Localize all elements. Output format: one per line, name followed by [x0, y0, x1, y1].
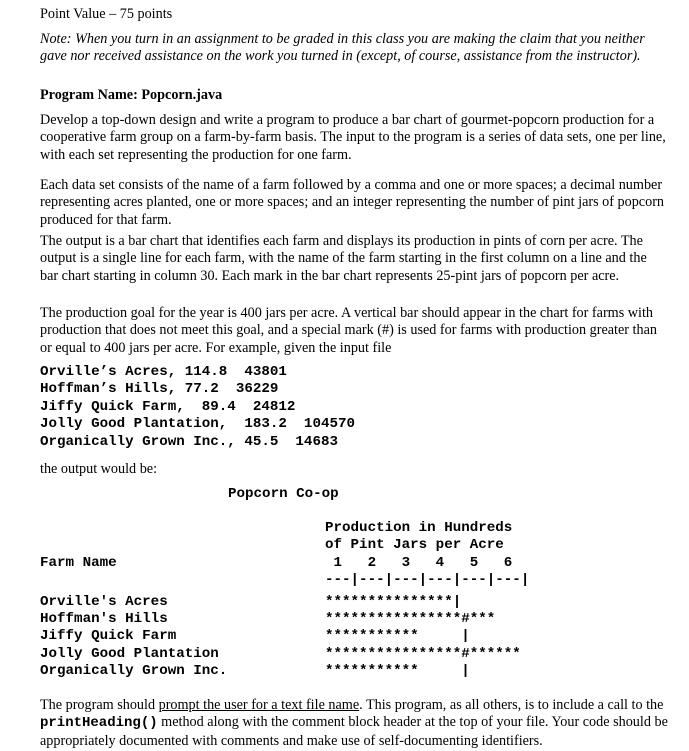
- point-value: Point Value – 75 points: [40, 6, 173, 22]
- chart-row: [40, 594, 529, 611]
- chart-scale-row: [40, 555, 529, 572]
- farm-bar: *********** |: [325, 628, 470, 645]
- chart-scale-numbers: 1 2 3 4 5 6: [325, 554, 513, 571]
- chart-row: [40, 646, 529, 663]
- input-line: Organically Grown Inc., 45.5 14683: [40, 433, 338, 450]
- program-name-heading: Program Name: Popcorn.java: [40, 87, 223, 103]
- sample-output-chart: [40, 520, 529, 681]
- chart-header-line-1: Production in Hundreds: [325, 520, 513, 536]
- farm-name: Jiffy Quick Farm: [40, 628, 177, 645]
- input-file-example: [40, 364, 355, 451]
- input-line: Hoffman’s Hills, 77.2 36229: [40, 381, 279, 398]
- input-line: Orville’s Acres, 114.8 43801: [40, 364, 287, 380]
- farm-name: Jolly Good Plantation: [40, 645, 219, 662]
- honor-note: Note: When you turn in an assignment to be graded in this class you are making the claim that you neither gave nor received assistance on the work you turned in (except, of course, assistance from the instructor).: [40, 31, 645, 65]
- farm-name: Organically Grown Inc.: [40, 663, 228, 680]
- input-line: Jolly Good Plantation, 183.2 104570: [40, 416, 356, 433]
- chart-row: [40, 611, 529, 628]
- sample-output-title: Popcorn Co-op: [228, 486, 339, 502]
- farm-name: Orville's Acres: [40, 593, 168, 610]
- chart-header-line-2: of Pint Jars per Acre: [325, 537, 504, 554]
- farm-name: Hoffman's Hills: [40, 611, 168, 627]
- chart-rows: [40, 594, 529, 681]
- description-paragraph-4: The production goal for the year is 400 jars per acre. A vertical bar should appear in the chart for farms with production that does not meet this goal, and a special mark (#) is used for farms with production greater than or equal to 400 jars per acre. For example, given the input file: [40, 305, 657, 356]
- output-intro: the output would be:: [40, 461, 158, 477]
- final-text-part-3: method along with the comment block header at the top of your file. Your code should be appropriately documented with comments and make use of self-documenting identifiers.: [40, 714, 668, 749]
- description-paragraph-3: The output is a bar chart that identifies each farm and displays its production in pints of corn per acre. The output is a single line for each farm, with the name of the farm starting in the first column on a line and the bar chart starting in column 30. Each mark in the bar chart represents 25-pint jars of popcorn per acre.: [40, 233, 647, 284]
- print-heading-method: printHeading(): [40, 715, 158, 732]
- farm-name-label: Farm Name: [40, 554, 117, 571]
- final-paragraph: [40, 697, 668, 750]
- input-line: Jiffy Quick Farm, 89.4 24812: [40, 398, 296, 415]
- chart-row: [40, 628, 529, 645]
- farm-bar: ***************|: [325, 593, 462, 610]
- description-paragraph-1: Develop a top-down design and write a program to produce a bar chart of gourmet-popcorn production for a cooperative farm group on a farm-by-farm basis. The input to the program is a series of data sets, one per line, with each set representing the production for one farm.: [40, 112, 666, 163]
- final-text-part-2: . This program, as all others, is to include a call to the: [359, 697, 664, 713]
- final-text-part-1: The program should: [40, 697, 159, 713]
- prompt-requirement: prompt the user for a text file name: [158, 697, 360, 713]
- chart-scale-ticks: ---|---|---|---|---|---|: [325, 572, 530, 589]
- farm-bar: ****************#******: [325, 645, 521, 662]
- farm-bar: ****************#***: [325, 611, 496, 627]
- description-paragraph-2: Each data set consists of the name of a farm followed by a comma and one or more spaces; a decimal number representing acres planted, one or more spaces; and an integer representing the number of pint jars of popcorn produced for that farm.: [40, 177, 665, 228]
- chart-row: [40, 663, 529, 680]
- farm-bar: *********** |: [325, 663, 470, 680]
